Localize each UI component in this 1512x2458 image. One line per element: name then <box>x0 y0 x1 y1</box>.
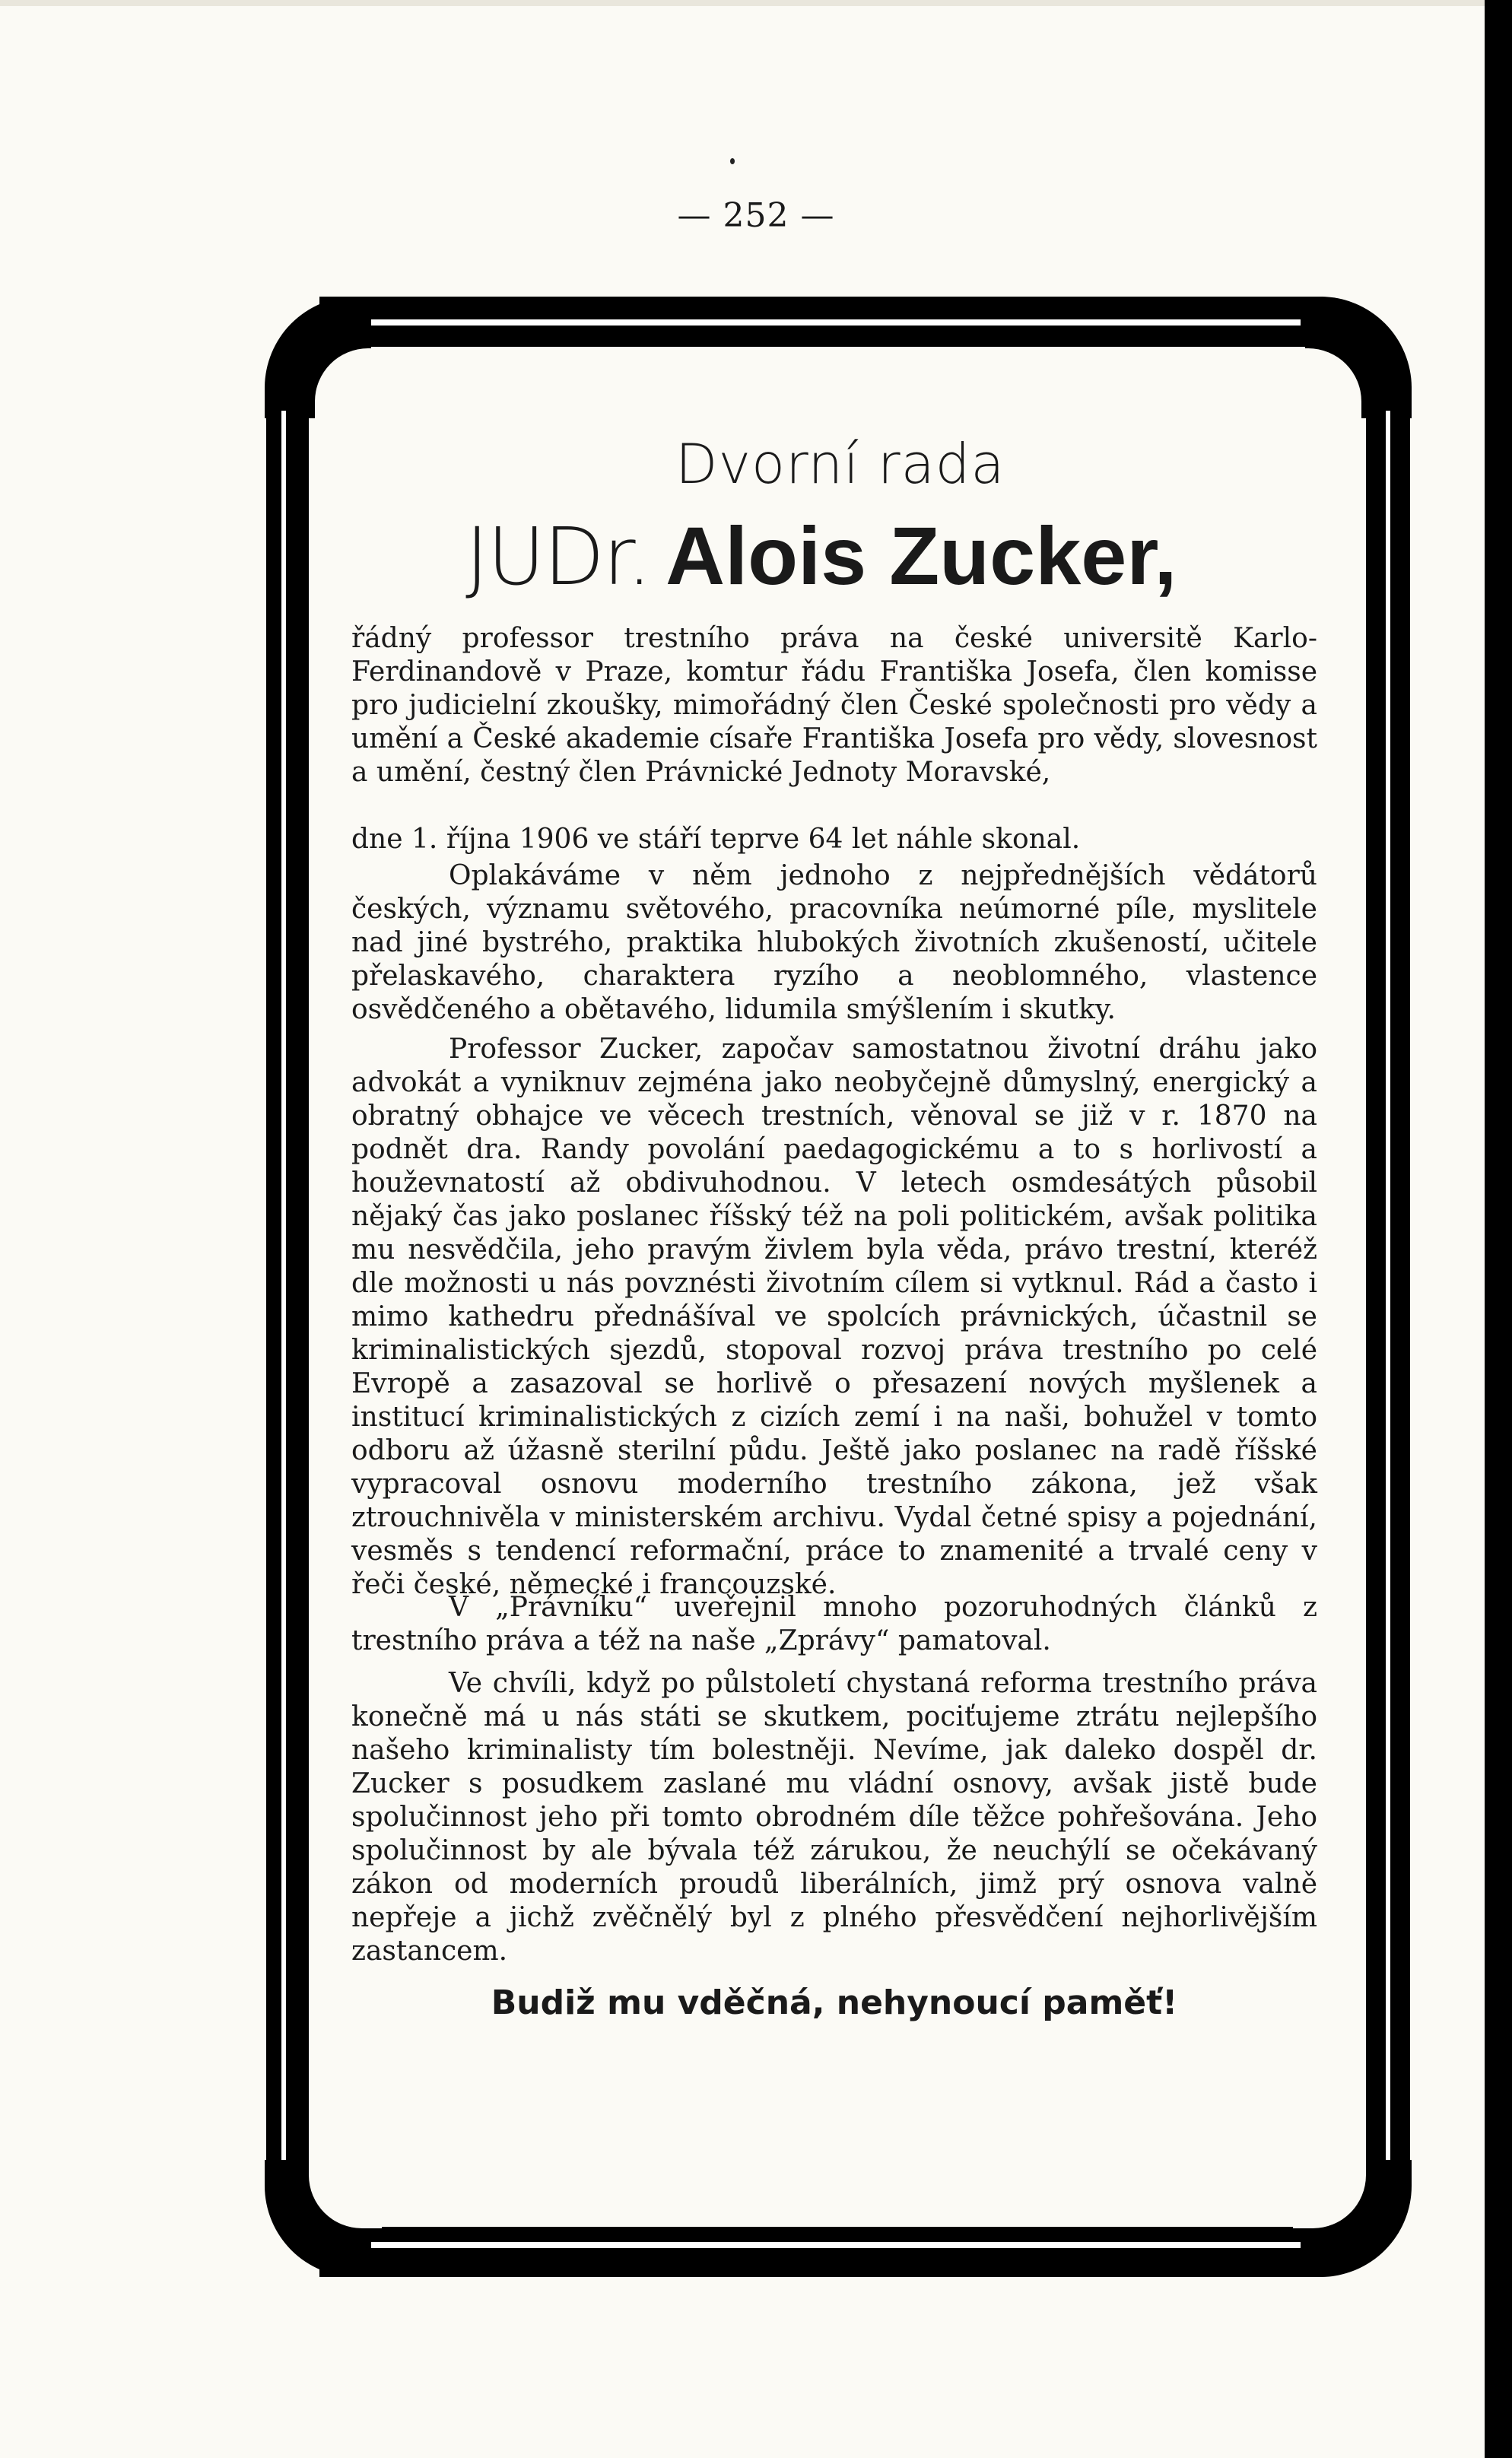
paragraph-3: V „Právníku“ uveřejnil mnoho pozoruhodných článků z trestního práva a též na naše „Zprávy“ pamatoval. <box>351 1592 1317 1656</box>
scan-edge-right <box>1485 0 1512 2458</box>
closing-line: Budiž mu vděčná, nehynoucí paměť! <box>491 1983 1178 2022</box>
scan-edge-top <box>0 0 1512 6</box>
name-main: Alois Zucker, <box>665 510 1177 602</box>
paragraph-2: Professor Zucker, započav samostatnou životní dráhu jako advokát a vyniknuv zejména jako neobyčejně důmyslný, energický a obratný obhajce ve věcech trestních, věnoval se již v r. 1870 na podnět dra. Randy povolání paedagogickému a to s horlivostí a houževnatostí až obdivuhodnou. V letech osmdesátých působil nějaký čas jako poslanec říšský též na poli politickém, avšak politika mu nesvědčila, jeho pravým živlem byla věda, právo trestní, kteréž dle možnosti u nás povznésti životním cílem si vytknul. Rád a často i mimo kathedru přednášíval ve spolcích právnických, účastnil se kriminalistických sjezdů, stopoval rozvoj práva trestního po celé Evropě a zasazoval se horlivě o přesazení nových myšlenek a institucí kriminalistických z cizích zemí i na naši, bohužel v tomto odboru až úžasně sterilní půdu. Ještě jako poslanec na radě říšské vypracoval osnovu moderního trestního zákona, jež však ztrouchnivěla v ministerském archivu. Vydal četné spisy a pojednání, vesměs s tendencí reformační, práce to znamenité a trvalé ceny v řeči české, německé i francouzské. <box>351 1034 1317 1600</box>
deceased-name <box>465 508 1177 603</box>
titles-paragraph: řádný professor trestního práva na české universitě Karlo-Ferdinandově v Praze, komtur řádu Františka Josefa, člen komisse pro judicielní zkoušky, mimořádný člen České společnosti pro vědy a umění a České akademie císaře Františka Josefa pro vědy, slovesnost a umění, čestný člen Právnické Jednoty Moravské, <box>351 623 1317 788</box>
paragraph-4: Ve chvíli, když po půlstoletí chystaná reforma trestního práva konečně má u nás státi se skutkem, pociťujeme ztrátu nejlepšího našeho kriminalisty tím bolestněji. Nevíme, jak daleko dospěl dr. Zucker s posudkem zaslané mu vládní osnovy, avšak jistě bude spolučinnost jeho při tomto obrodném díle těžce pohřešována. Jeho spolučinnost by ale bývala též zárukou, že neuchýlí se očekávaný zákon od moderních proudů liberálních, jimž prý osnova valně nepřeje a jichž zvěčnělý byl z plného přesvědčení nejhorlivějším zastancem. <box>351 1668 1317 1967</box>
page-number: — 252 — <box>677 196 835 235</box>
paragraph-1: Oplakáváme v něm jednoho z nejpřednějších vědátorů českých, významu světového, pracovníka neúmorné píle, myslitele nad jiné bystrého, praktika hlubokých životních zkušeností, učitele přelaskavého, charaktera ryzího a neoblomného, vlastence osvědčeného a obětavého, lidumila smýšlením i skutky. <box>351 860 1317 1025</box>
date-line: dne 1. října 1906 ve stáří teprve 64 let náhle skonal. <box>351 824 1081 855</box>
name-prefix: JUDr. <box>465 510 651 603</box>
honorific-title: Dvorní rada <box>675 432 1005 496</box>
scan-speck <box>730 158 735 164</box>
